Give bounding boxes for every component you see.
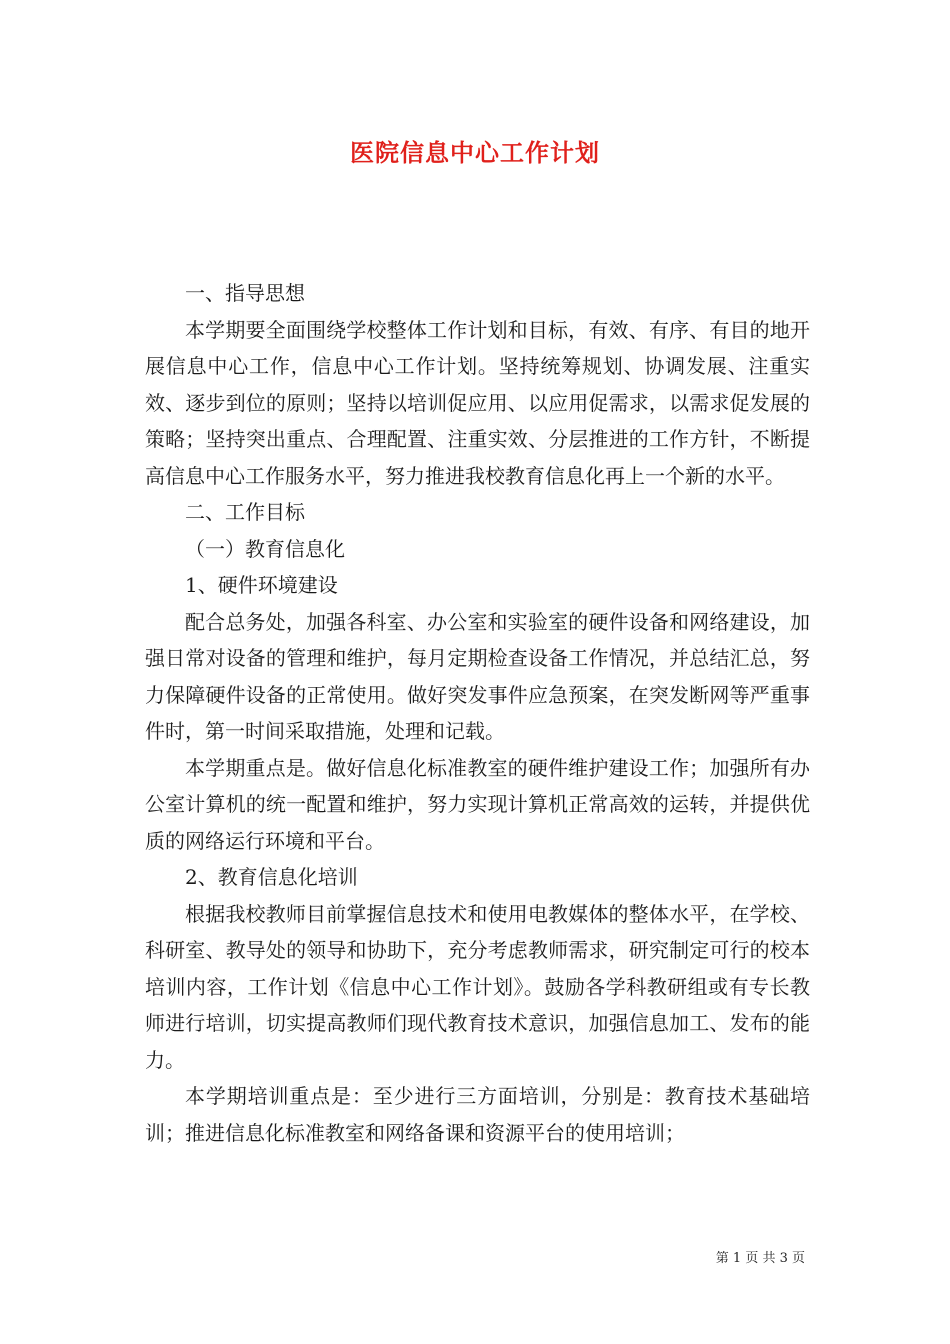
document-title: 医院信息中心工作计划 [350, 138, 600, 167]
subheading-hardware-environment: 1、硬件环境建设 [185, 573, 338, 597]
paragraph-guiding-ideology: 本学期要全面围绕学校整体工作计划和目标，有效、有序、有目的地开展信息中心工作，信息中心工作计划。坚持统筹规划、协调发展、注重实效、逐步到位的原则；坚持以培训促应用、以应用促需求，以需求促发展的策略；坚持突出重点、合理配置、注重实效、分层推进的工作方针，不断提高信息中心工作服务水平，努力推进我校教育信息化再上一个新的水平。 [145, 317, 810, 488]
page-number: 第 1 页 共 3 页 [715, 1251, 805, 1266]
heading-guiding-ideology: 一、指导思想 [185, 281, 305, 305]
subheading-informatization-training: 2、教育信息化培训 [185, 865, 358, 889]
paragraph-training-focus: 本学期培训重点是：至少进行三方面培训，分别是：教育技术基础培训；推进信息化标准教室和网络备课和资源平台的使用培训； [145, 1084, 810, 1145]
document-body [145, 275, 810, 1151]
heading-work-goals: 二、工作目标 [185, 500, 305, 524]
subheading-education-informatization: （一）教育信息化 [185, 536, 345, 561]
paragraph-hardware-focus: 本学期重点是。做好信息化标准教室的硬件维护建设工作；加强所有办公室计算机的统一配置和维护，努力实现计算机正常高效的运转，并提供优质的网络运行环境和平台。 [145, 755, 810, 853]
paragraph-hardware-environment: 配合总务处，加强各科室、办公室和实验室的硬件设备和网络建设，加强日常对设备的管理和维护，每月定期检查设备工作情况，并总结汇总，努力保障硬件设备的正常使用。做好突发事件应急预案，在突发断网等严重事件时，第一时间采取措施，处理和记载。 [145, 609, 810, 743]
paragraph-training: 根据我校教师目前掌握信息技术和使用电教媒体的整体水平，在学校、科研室、教导处的领导和协助下，充分考虑教师需求，研究制定可行的校本培训内容，工作计划《信息中心工作计划》。鼓励各学科教研组或有专长教师进行培训，切实提高教师们现代教育技术意识，加强信息加工、发布的能力。 [145, 901, 810, 1072]
